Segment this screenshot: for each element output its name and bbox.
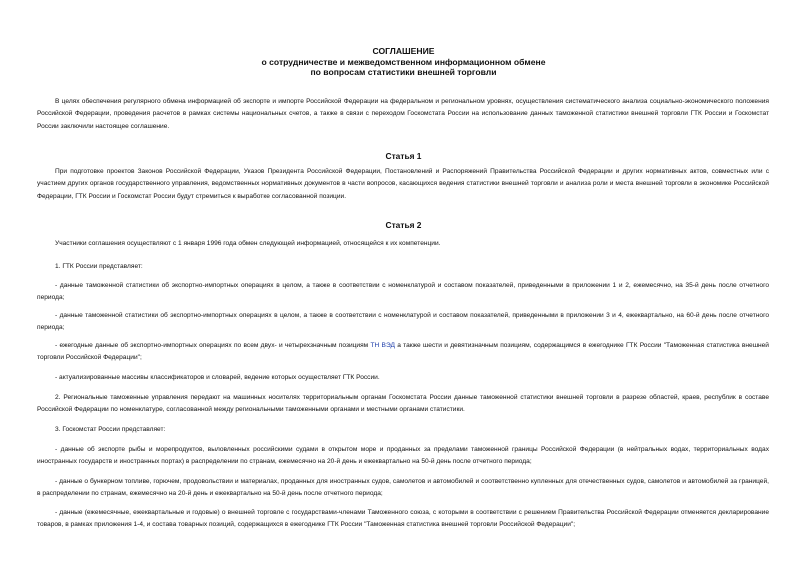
title-line-2: о сотрудничестве и межведомственном информационном обмене [261,56,546,67]
paragraph-5-text-after: а также шести и девятизначным позициям, содержащимся в ежегоднике ГТК России "Таможенная статистика внешней торговли Российской Федерации"; [37,342,769,362]
article-2-paragraph-3: - данные таможенной статистики об экспортно-импортных операциях в целом, а также в соответствии с номенклатурой и составом показателей, приведенными в приложении 1 и 2, ежемесячно, на 35-й день после отчетного периода; [37,282,769,302]
article-2-paragraph-1: Участники соглашения осуществляют с 1 января 1996 года обмен следующей информацией, относящейся к их компетенции. [55,240,441,247]
tn-ved-link[interactable]: ТН ВЭД [370,342,395,349]
article-2-paragraph-11: - данные (ежемесячные, ежеквартальные и годовые) о внешней торговле с государствами-членами Таможенного союза, с которыми в соответствии с решением Правительства Российской Федерации отменяется декларирование товаров, в рамках приложения 1-4, и состава товарных позиций, содержащихся в ежегоднике ГТК России "Таможенная статистика внешней торговли Российской Федерации"; [37,509,769,529]
article-2-paragraph-4: - данные таможенной статистики об экспортно-импортных операциях в целом, а также в соответствии с номенклатурой и составом показателей, приведенными в приложении 3 и 4, ежеквартально, на 60-й день после отчетного периода; [37,312,769,332]
intro-paragraph: В целях обеспечения регулярного обмена информацией об экспорте и импорте Российской Федерации на федеральном и региональном уровнях, осуществления систематического анализа социально-экономического положения Российской Федерации, проведения расчетов в рамках системы национальных счетов, а также в связи с переходом Госкомстата России на использование данных таможенной статистики внешней торговли ГТК России и Госкомстат России заключили настоящее соглашение. [37,98,769,130]
article-2-paragraph-7: 2. Региональные таможенные управления передают на машинных носителях территориальным органам Госкомстата России данные таможенной статистики внешней торговли в разрезе областей, краев, республик в составе Российской Федерации по номенклатуре, согласованной между региональными таможенными органами и местными органами статистики. [37,394,769,414]
article-2-paragraph-6: - актуализированные массивы классификаторов и словарей, ведение которых осуществляет ГТК России. [55,374,380,381]
article-1-heading: Статья 1 [385,151,422,161]
title-line-3: по вопросам статистики внешней торговли [310,67,497,77]
paragraph-5-text-before: - ежегодные данные об экспортно-импортных операциях по всем двух- и четырехзначным позициям [55,342,371,349]
article-2-paragraph-5 [37,340,769,365]
article-2-paragraph-8: 3. Госкомстат России представляет: [55,426,166,433]
article-2-paragraph-2: 1. ГТК России представляет: [55,263,143,270]
article-1-text: При подготовке проектов Законов Российской Федерации, Указов Президента Российской Федерации, Постановлений и Распоряжений Правительства Российской Федерации и других нормативных актов, совместных или с участием других органов государственного управления, ведомственных нормативных документов в части вопросов, касающихся ведения статистики внешней торговли и анализа роли и места внешней торговли в экономике Российской Федерации, ГТК России и Госкомстат России будут стремиться к выработке согласованной позиции. [37,168,769,200]
document-title [0,46,807,78]
title-line-1: СОГЛАШЕНИЕ [372,46,435,56]
article-2-heading: Статья 2 [385,220,422,230]
article-2-paragraph-9: - данные об экспорте рыбы и морепродуктов, выловленных российскими судами в открытом море и проданных за пределами таможенной границы Российской Федерации (в нейтральных водах, территориальных водах иностранных государств и иностранных портах) в распределении по странам, ежемесячно на 20-й день и ежеквартально на 50-й день после отчетного периода; [37,446,769,466]
article-2-paragraph-10: - данные о бункерном топливе, горючем, продовольствии и материалах, проданных для иностранных судов, самолетов и автомобилей и соответственно купленных для отечественных судов, самолетов и автомобилей за границей, в распределении по странам, ежемесячно на 20-й день и ежеквартально на 50-й день после отчетного периода; [37,478,769,498]
